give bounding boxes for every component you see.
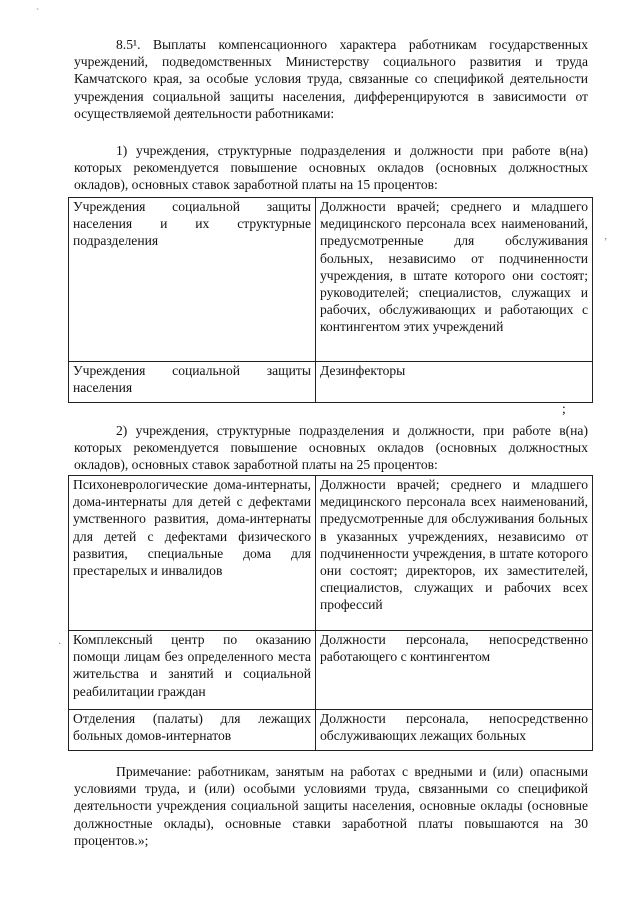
table-cell-institution: Учреждения социальной защиты населения и их структурные подразделения xyxy=(69,198,316,362)
table-row xyxy=(69,362,593,403)
table-cell-institution: Отделения (палаты) для лежащих больных домов-интернатов xyxy=(69,710,316,751)
table-cell-institution: Психоневрологические дома-интернаты, дома-интернаты для детей с дефектами умственного развития, дома-интернаты для детей с дефектами физического развития, специальные дома для престарелых и инвалидов xyxy=(69,476,316,631)
table-cell-positions: Должности персонала, непосредственно обслуживающих лежащих больных xyxy=(316,710,593,751)
scan-mark: ‚ xyxy=(604,231,608,242)
table-15-percent xyxy=(68,197,593,403)
table-cell-positions: Должности персонала, непосредственно работающего с контингентом xyxy=(316,631,593,710)
scan-mark: · xyxy=(58,639,62,650)
table-row xyxy=(69,476,593,631)
table-cell-positions: Дезинфекторы xyxy=(316,362,593,403)
table-row xyxy=(69,198,593,362)
table-cell-institution: Учреждения социальной защиты населения xyxy=(69,362,316,403)
table-25-percent xyxy=(68,475,593,751)
table-cell-institution: Комплексный центр по оказанию помощи лицам без определенного места жительства и занятий и социальной реабилитации граждан xyxy=(69,631,316,710)
table-cell-positions: Должности врачей; среднего и младшего медицинского персонала всех наименований, предусмотренные для обслуживания больных, независимо от подчиненности учреждения, в штате которого они состоят; руководителей; специалистов, служащих и рабочих, обслуживающих и работающих с контингентом этих учреждений xyxy=(316,198,593,362)
table-cell-positions: Должности врачей; среднего и младшего медицинского персонала всех наименований, предусмотренные для обслуживания больных в указанных учреждениях, независимо от подчиненности учреждения, в штате которого они состоят; директоров, их заместителей, специалистов, служащих и рабочих всех профессий xyxy=(316,476,593,631)
table-row xyxy=(69,631,593,710)
paragraph-main: 8.5¹. Выплаты компенсационного характера работникам государственных учреждений, подведомственных Министерству социального развития и труда Камчатского края, за особые условия труда, связанные со спецификой деятельности учреждения социальной защиты населения, дифференцируются в зависимости от осуществляемой деятельности работниками: xyxy=(74,37,588,121)
paragraph-item-1: 1) учреждения, структурные подразделения и должности при работе в(на) которых рекомендуется повышение основных окладов (основных должностных окладов), основных ставок заработной платы на 15 процентов: xyxy=(74,143,588,193)
paragraph-item-2: 2) учреждения, структурные подразделения и должности, при работе в(на) которых рекомендуется повышение основных окладов (основных должностных окладов), основных ставок заработной платы на 25 процентов: xyxy=(74,423,588,473)
scan-mark: ` xyxy=(36,8,40,19)
note-paragraph: Примечание: работникам, занятым на работах с вредными и (или) опасными условиями труда, и (или) особыми условиями труда, связанными со спецификой деятельности учреждения социальной защиты населения, основные оклады (основные должностные оклады), основные ставки заработной платы повышаются на 30 процентов.»; xyxy=(74,764,588,848)
semicolon-mark: ; xyxy=(562,401,566,416)
table-row xyxy=(69,710,593,751)
